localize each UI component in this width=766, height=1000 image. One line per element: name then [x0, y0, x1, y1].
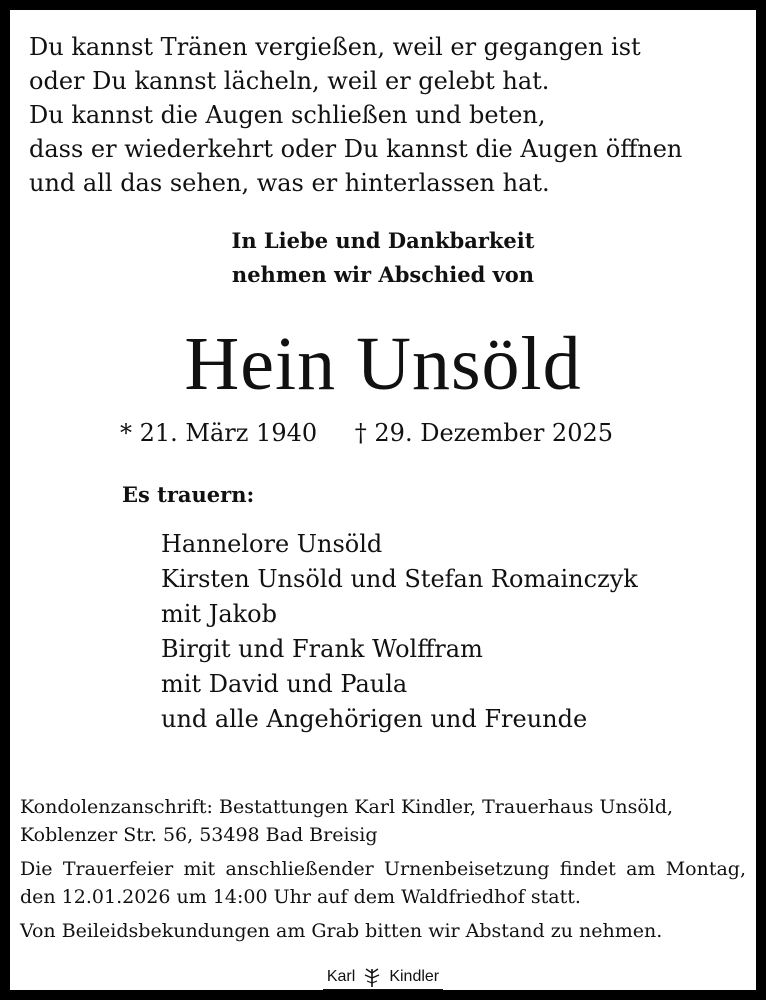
obituary-card — [10, 10, 756, 990]
life-dates — [120, 416, 613, 450]
condolence-request: Von Beileidsbekundungen am Grab bitten wir Abstand zu nehmen. — [20, 920, 663, 942]
ceremony-info: Die Trauerfeier mit anschließender Urnenbeisetzung findet am Montag, den 12.01.2026 um 14:00 Uhr auf dem Waldfriedhof statt. — [20, 858, 746, 908]
intro-line: nehmen wir Abschied von — [231, 262, 535, 287]
mourner-item: Kirsten Unsöld und Stefan Romainczyk — [161, 565, 638, 593]
funeral-home-logo — [10, 966, 756, 990]
tree-icon — [361, 966, 383, 988]
deceased-name: Hein Unsöld — [184, 322, 582, 406]
mourner-item: und alle Angehörigen und Freunde — [161, 705, 588, 733]
poem-line: und all das sehen, was er hinterlassen hat. — [29, 169, 550, 197]
death-date: † 29. Dezember 2025 — [354, 419, 614, 447]
poem-line: dass er wiederkehrt oder Du kannst die Augen öffnen — [29, 135, 683, 163]
farewell-intro — [10, 224, 756, 292]
mourners-list — [161, 527, 638, 737]
poem — [29, 30, 749, 200]
intro-line: In Liebe und Dankbarkeit — [231, 228, 535, 253]
poem-line: Du kannst Tränen vergießen, weil er gegangen ist — [29, 33, 641, 61]
poem-line: Du kannst die Augen schließen und beten, — [29, 101, 546, 129]
mourners-heading: Es trauern: — [122, 482, 255, 507]
mourner-item: mit David und Paula — [161, 670, 408, 698]
logo-text-left: Karl — [326, 968, 356, 985]
birth-date: * 21. März 1940 — [120, 419, 318, 447]
condolence-address: Kondolenzanschrift: Bestattungen Karl Kindler, Trauerhaus Unsöld, Koblenzer Str. 56, 53498 Bad Breisig — [20, 796, 674, 846]
poem-line: oder Du kannst lächeln, weil er gelebt hat. — [29, 67, 550, 95]
logo-text-right: Kindler — [389, 968, 440, 985]
mourner-item: Birgit und Frank Wolffram — [161, 635, 483, 663]
mourner-item: Hannelore Unsöld — [161, 530, 383, 558]
mourner-item: mit Jakob — [161, 600, 277, 628]
footer-notes — [20, 793, 746, 945]
